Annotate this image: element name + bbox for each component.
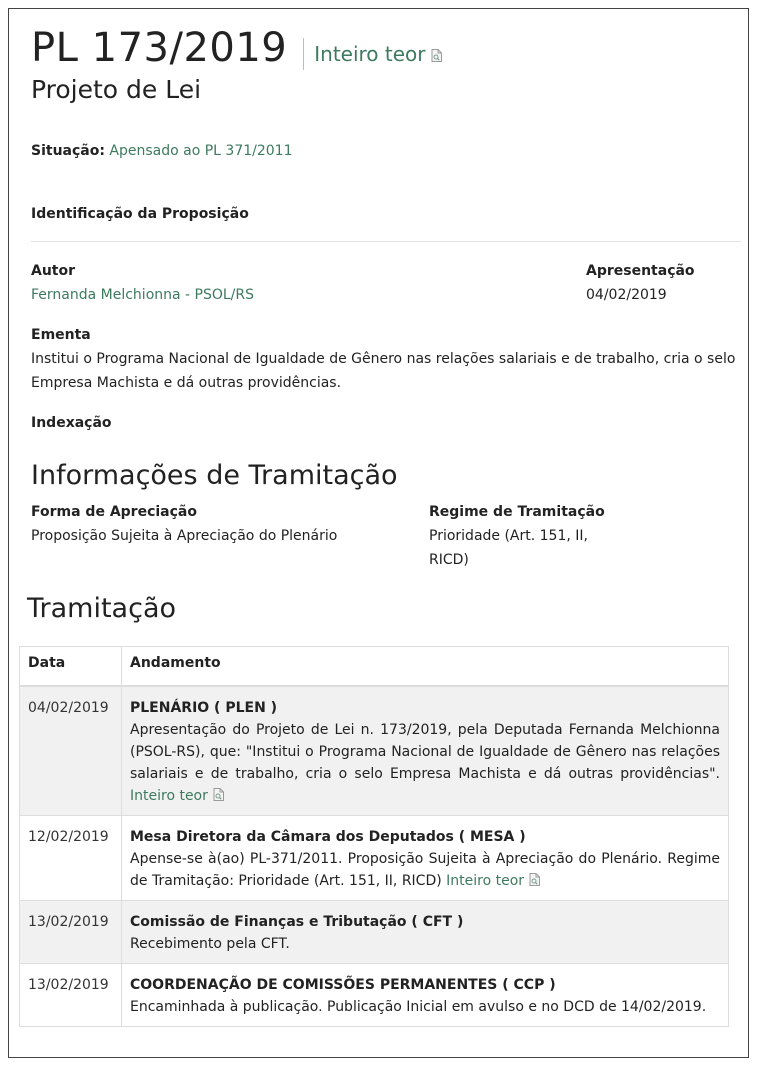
row-date: 12/02/2019 xyxy=(20,815,122,900)
row-progress xyxy=(122,963,729,1026)
row-progress xyxy=(122,686,729,816)
document-icon xyxy=(431,49,442,62)
column-header-progress: Andamento xyxy=(122,647,729,686)
row-date: 13/02/2019 xyxy=(20,900,122,963)
ementa-block xyxy=(31,323,746,395)
row-organ: Comissão de Finanças e Tributação ( CFT ) xyxy=(130,913,464,930)
author-label: Autor xyxy=(31,263,76,279)
regime-block xyxy=(429,500,609,572)
situation xyxy=(31,139,293,163)
full-text-link[interactable] xyxy=(314,40,441,68)
situation-link[interactable]: Apensado ao PL 371/2011 xyxy=(109,143,293,159)
header-divider xyxy=(303,38,304,70)
row-description xyxy=(130,848,720,892)
ementa-label: Ementa xyxy=(31,327,91,343)
tramitation-title: Tramitação xyxy=(27,593,177,624)
full-text-link-label: Inteiro teor xyxy=(314,42,426,66)
row-full-text-link[interactable] xyxy=(446,873,540,889)
identification-title: Identificação da Proposição xyxy=(31,206,249,222)
proposition-type: Projeto de Lei xyxy=(31,75,202,104)
row-organ: Mesa Diretora da Câmara dos Deputados ( MESA ) xyxy=(130,828,526,845)
regime-value: Prioridade (Art. 151, II, RICD) xyxy=(429,528,588,568)
row-description xyxy=(130,719,720,807)
row-organ: PLENÁRIO ( PLEN ) xyxy=(130,699,278,716)
table-row xyxy=(20,686,729,816)
author-block xyxy=(31,259,254,307)
appreciation-value: Proposição Sujeita à Apreciação do Plenário xyxy=(31,528,338,544)
table-row xyxy=(20,815,729,900)
row-full-text-link[interactable] xyxy=(130,788,224,804)
row-full-text-label: Inteiro teor xyxy=(446,872,525,889)
situation-label: Situação: xyxy=(31,143,105,159)
document-icon xyxy=(529,873,540,886)
document-icon xyxy=(213,788,224,801)
table-header-row xyxy=(20,647,729,686)
divider xyxy=(31,241,741,242)
proposition-header xyxy=(31,24,442,72)
row-organ: COORDENAÇÃO DE COMISSÕES PERMANENTES ( CCP ) xyxy=(130,976,556,993)
presentation-date: 04/02/2019 xyxy=(586,287,667,303)
row-progress xyxy=(122,815,729,900)
author-link[interactable]: Fernanda Melchionna - PSOL/RS xyxy=(31,287,255,303)
tramitation-info-title: Informações de Tramitação xyxy=(31,460,398,491)
row-description: Recebimento pela CFT. xyxy=(130,935,290,952)
row-description: Encaminhada à publicação. Publicação Inicial em avulso e no DCD de 14/02/2019. xyxy=(130,998,707,1015)
column-header-date: Data xyxy=(20,647,122,686)
row-date: 13/02/2019 xyxy=(20,963,122,1026)
appreciation-block xyxy=(31,500,391,548)
row-date: 04/02/2019 xyxy=(20,686,122,816)
table-row xyxy=(20,900,729,963)
indexacao-label: Indexação xyxy=(31,415,112,431)
presentation-label: Apresentação xyxy=(586,263,695,279)
row-progress xyxy=(122,900,729,963)
ementa-text: Institui o Programa Nacional de Igualdade de Gênero nas relações salariais e de trabalho, cria o selo Empresa Machista e dá outras providências. xyxy=(31,351,736,391)
appreciation-label: Forma de Apreciação xyxy=(31,504,197,520)
proposition-number: PL 173/2019 xyxy=(31,25,288,71)
row-description-text: Apense-se à(ao) PL-371/2011. Proposição Sujeita à Apreciação do Plenário. Regime de Tramitação: Prioridade (Art. 151, II, RICD) xyxy=(130,850,720,889)
regime-label: Regime de Tramitação xyxy=(429,504,605,520)
row-description-text: Apresentação do Projeto de Lei n. 173/2019, pela Deputada Fernanda Melchionna (PSOL-RS), que: "Institui o Programa Nacional de Igualdade de Gênero nas relações salariais e de trabalho, cria o selo Empresa Machista e dá outras providências". xyxy=(130,721,720,782)
table-row xyxy=(20,963,729,1026)
presentation-block xyxy=(586,259,695,307)
row-full-text-label: Inteiro teor xyxy=(130,787,208,804)
tramitation-table xyxy=(19,646,729,1027)
